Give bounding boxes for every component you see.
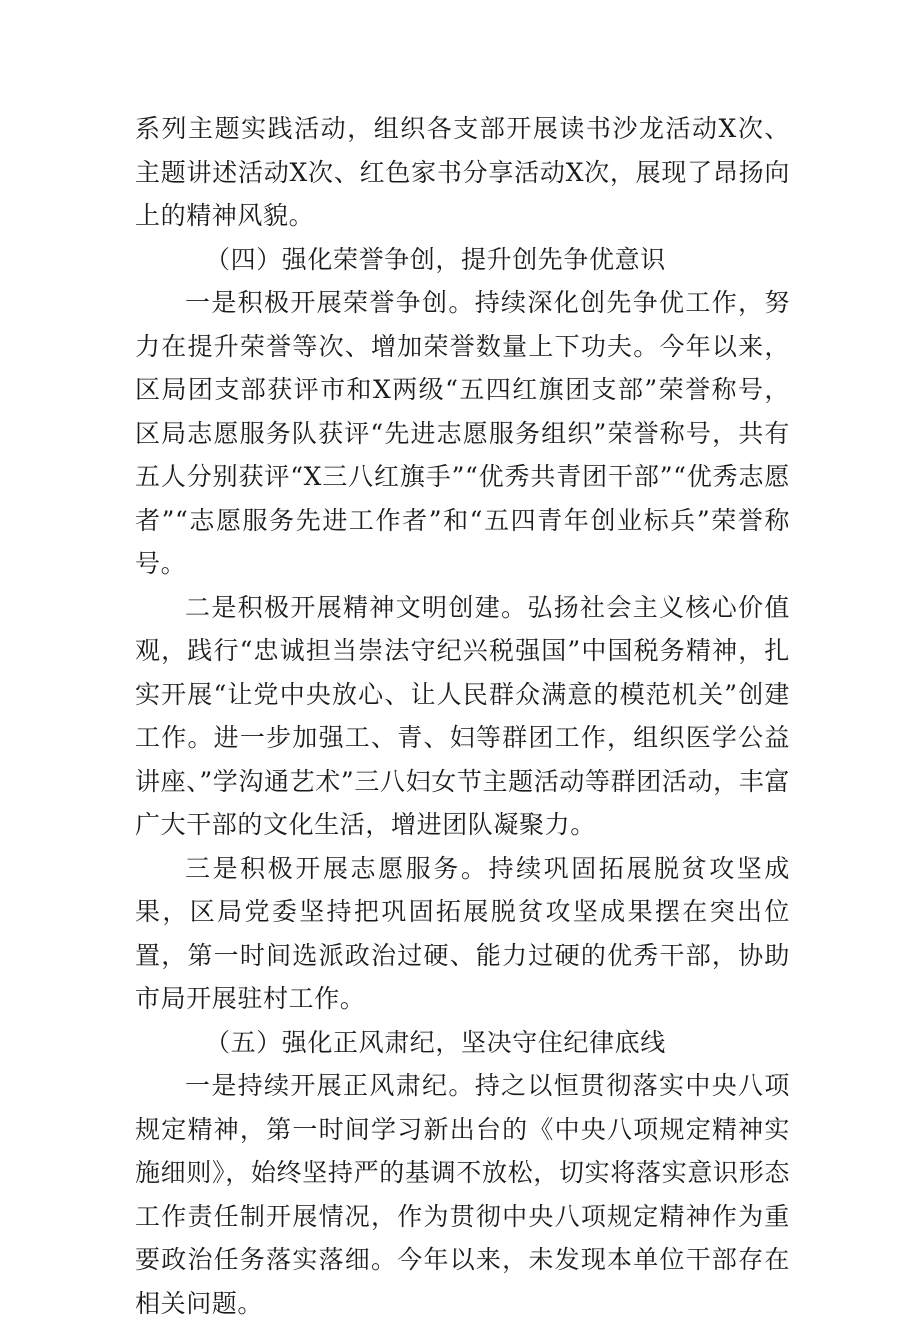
paragraph-honor-awards: 一是积极开展荣誉争创。持续深化创先争优工作，努力在提升荣誉等次、增加荣誉数量上下功夫。今年以来，区局团支部获评市和X两级“五四红旗团支部”荣誉称号，区局志愿服务队获评“先进志愿服务组织”荣誉称号，共有五人分别获评“X三八红旗手”“优秀共青团干部”“优秀志愿者”“志愿服务先进工作者”和“五四青年创业标兵”荣誉称号。	[135, 288, 790, 578]
document-body	[135, 107, 790, 1325]
paragraph-discipline: 一是持续开展正风肃纪。持之以恒贯彻落实中央八项规定精神，第一时间学习新出台的《中央八项规定精神实施细则》，始终坚持严的基调不放松，切实将落实意识形态工作责任制开展情况，作为贯彻中央八项规定精神作为重要政治任务落实落细。今年以来，未发现本单位干部存在相关问题。	[135, 1071, 790, 1318]
section-heading-4: （四）强化荣誉争创，提升创先争优意识	[205, 244, 666, 274]
section-heading-5: （五）强化正风肃纪，坚决守住纪律底线	[205, 1027, 666, 1057]
paragraph-continuation: 系列主题实践活动，组织各支部开展读书沙龙活动X次、主题讲述活动X次、红色家书分享活动X次，展现了昂扬向上的精神风貌。	[135, 114, 790, 230]
paragraph-civilization-building: 二是积极开展精神文明创建。弘扬社会主义核心价值观，践行“忠诚担当崇法守纪兴税强国”中国税务精神，扎实开展“让党中央放心、让人民群众满意的模范机关”创建工作。进一步加强工、青、妇等群团工作，组织医学公益讲座、”学沟通艺术”三八妇女节主题活动等群团活动，丰富广大干部的文化生活，增进团队凝聚力。	[135, 592, 790, 839]
paragraph-volunteer-service: 三是积极开展志愿服务。持续巩固拓展脱贫攻坚成果，区局党委坚持把巩固拓展脱贫攻坚成果摆在突出位置，第一时间选派政治过硬、能力过硬的优秀干部，协助市局开展驻村工作。	[135, 853, 790, 1013]
